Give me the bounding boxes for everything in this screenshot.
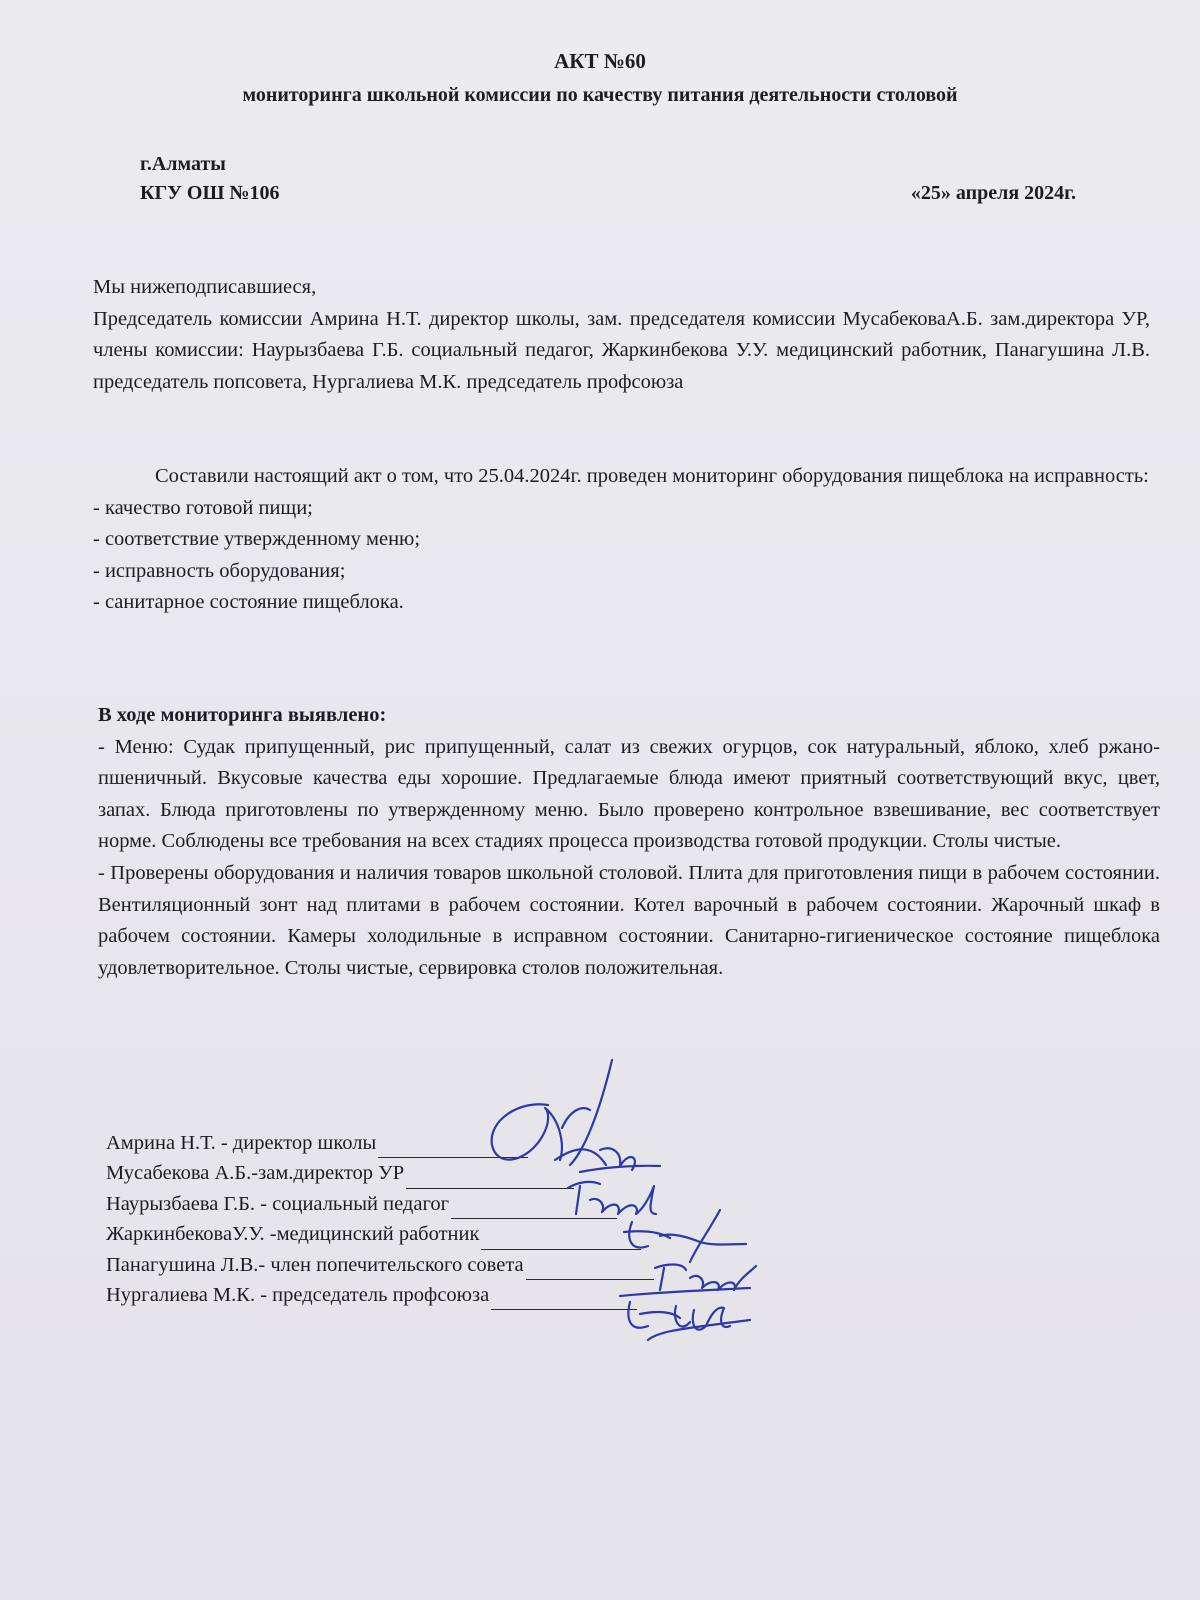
signature-line	[491, 1289, 637, 1310]
findings-section	[98, 700, 1160, 984]
signature-row	[106, 1189, 654, 1219]
statement-section	[93, 461, 1150, 619]
signatory-label: ЖаркинбековаУ.У. -медицинский работник	[106, 1223, 480, 1246]
findings-heading: В ходе мониторинга выявлено:	[98, 704, 387, 726]
signatory-label: Наурызбаева Г.Б. - социальный педагог	[106, 1192, 450, 1215]
city: г.Алматы	[140, 153, 226, 175]
findings-equipment-paragraph: - Проверены оборудования и наличия товаров школьной столовой. Плита для приготовления пищи в рабочем состоянии. Вентиляционный зонт над плитами в рабочем состоянии. Котел варочный в рабочем состоянии. Жарочный шкаф в рабочем состоянии. Камеры холодильные в исправном состоянии. Санитарно-гигиеническое состояние пищеблока удовлетворительное. Столы чистые, сервировка столов положительная.	[98, 861, 1160, 979]
act-title: АКТ №60	[554, 49, 646, 73]
signature-line	[526, 1259, 654, 1280]
findings-menu-paragraph: - Меню: Судак припущенный, рис припущенный, салат из свежих огурцов, сок натуральный, яблоко, хлеб ржано-пшеничный. Вкусовые качества еды хорошие. Предлагаемые блюда имеют приятный соответствующий вкус, цвет, запах. Блюда приготовлены по утвержденному меню. Было проверено контрольное взвешивание, вес соответствует норме. Соблюдены все требования на всех стадиях процесса производства готовой продукции. Столы чистые.	[98, 735, 1160, 853]
check-item: - качество готовой пищи;	[93, 496, 313, 519]
check-item: - исправность оборудования;	[93, 559, 346, 582]
signatory-label: Мусабекова А.Б.-зам.директор УР	[106, 1162, 405, 1185]
act-subtitle: мониторинга школьной комиссии по качеству питания деятельности столовой	[242, 84, 958, 106]
signatory-label: Амрина Н.Т. - директор школы	[106, 1132, 377, 1154]
check-item: - санитарное состояние пищеблока.	[93, 591, 404, 614]
signatory-label: Панагушина Л.В.- член попечительского совета	[106, 1253, 524, 1276]
signature-line	[406, 1168, 574, 1189]
signatures-block	[106, 1128, 654, 1310]
check-item: - соответствие утвержденному меню;	[93, 528, 421, 551]
signatory-label: Нургалиева М.К. - председатель профсоюза	[106, 1284, 490, 1307]
signature-row	[106, 1280, 654, 1310]
signature-line	[378, 1137, 528, 1158]
commission-members: Председатель комиссии Амрина Н.Т. директор школы, зам. председателя комиссии МусабековаА.Б. зам.директора УР, члены комиссии: Наурызбаева Г.Б. социальный педагог, Жаркинбекова У.У. медицинский работник, Панагушина Л.В. председатель попсовета, Нургалиева М.К. председатель профсоюза	[93, 307, 1150, 393]
act-date: «25» апреля 2024г.	[910, 182, 1076, 204]
intro-line: Мы нижеподписавшиеся,	[93, 276, 317, 298]
place-date-block	[140, 150, 1076, 208]
intro-section	[93, 272, 1150, 398]
signature-row	[106, 1250, 654, 1280]
signature-row	[106, 1219, 654, 1249]
document-header	[0, 44, 1200, 112]
signature-row	[106, 1128, 654, 1158]
signature-line	[451, 1198, 617, 1219]
statement-text: Составили настоящий акт о том, что 25.04.2024г. проведен мониторинг оборудования пищеблока на исправность:	[155, 465, 1149, 487]
signature-row	[106, 1158, 654, 1188]
organization: КГУ ОШ №106	[140, 182, 280, 204]
signature-line	[481, 1229, 641, 1250]
